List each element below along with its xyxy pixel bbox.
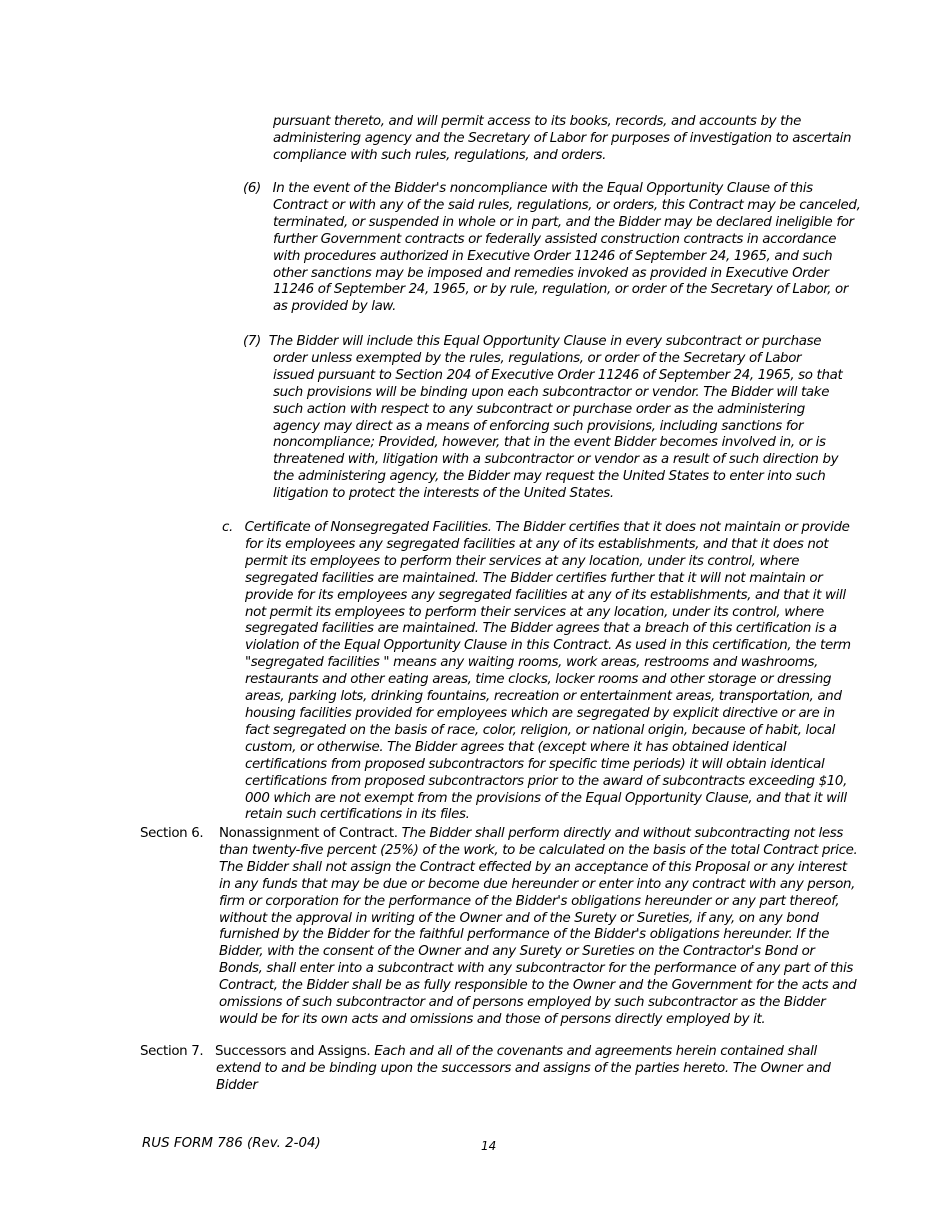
clause-item-6 — [243, 181, 861, 316]
clause-c-label: c. — [222, 520, 233, 535]
clause-item-7-label: (7) — [243, 334, 261, 349]
section-7-text: Each and all of the covenants and agreements herein contained shall extend to and be binding upon the successors and assigns of the parties hereto. The Owner and Bidder — [216, 1044, 831, 1093]
section-6 — [140, 826, 861, 1029]
clause-item-6-label: (6) — [243, 181, 261, 196]
section-6-text: The Bidder shall perform directly and without subcontracting not less than twenty-five percent (25%) of the work, to be calculated on the basis of the total Contract price. The Bidder shall not assign the Contract effected by an acceptance of this Proposal or any interest in any funds that may be due or become due hereunder or enter into any contract with any person, firm or corporation for the performance of the Bidder's obligations hereunder or any part thereof, without the approval in writing of the Owner and of the Surety or Sureties, if any, on any bond furnished by the Bidder for the faithful performance of the Bidder's obligations hereunder. If the Bidder, with the consent of the Owner and any Surety or Sureties on the Contractor's Bond or Bonds, shall enter into a subcontract with any subcontractor for the performance of any part of this Contract, the Bidder shall be as fully responsible to the Owner and the Government for the acts and omissions of such subcontractor and of persons employed by such subcontractor as the Bidder would be for its own acts and omissions and those of persons directly employed by it. — [219, 826, 858, 1027]
section-7 — [140, 1044, 861, 1095]
section-6-title: Nonassignment of Contract. — [218, 826, 398, 841]
clause-item-7 — [243, 334, 845, 503]
continuation-paragraph: pursuant thereto, and will permit access to its books, records, and accounts by the administering agency and the Secretary of Labor for purposes of investigation to ascertain compliance with such rules, regulations, and orders. — [273, 114, 852, 163]
clause-c-text: Certificate of Nonsegregated Facilities. The Bidder certifies that it does not maintain or provide for its employees any segregated facilities at any of its establishments, and that it does not permit its employees to perform their services at any location, under its control, where segregated facilities are maintained. The Bidder certifies further that it will not maintain or provide for its employees any segregated facilities at any of its establishments, and that it will not permit its employees to perform their services at any location, under its control, where segregated facilities are maintained. The Bidder agrees that a breach of this certification is a violation of the Equal Opportunity Clause in this Contract. As used in this certification, the term "segregated facilities " means any waiting rooms, work areas, restrooms and washrooms, restaurants and other eating areas, time clocks, locker rooms and other storage or dressing areas, parking lots, drinking fountains, recreation or entertainment areas, transportation, and housing facilities provided for employees which are segregated by explicit directive or are in fact segregated on the basis of race, color, religion, or national origin, because of habit, local custom, or otherwise. The Bidder agrees that (except where it has obtained identical certifications from proposed subcontractors for specific time periods) it will obtain identical certifications from proposed subcontractors prior to the award of subcontracts exceeding $10, 000 which are not exempt from the provisions of the Equal Opportunity Clause, and that it will retain such certifications in its files. — [244, 520, 851, 823]
section-7-title: Successors and Assigns. — [215, 1044, 371, 1059]
page-number: 14 — [481, 1139, 497, 1153]
clause-c-certificate — [222, 520, 861, 824]
clause-item-7-text: The Bidder will include this Equal Opportunity Clause in every subcontract or purchase order unless exempted by the rules, regulations, or order of the Secretary of Labor issued pursuant to Section 204 of Executive Order 11246 of September 24, 1965, so that such provisions will be binding upon each subcontractor or vendor. The Bidder will take such action with respect to any subcontract or purchase order as the administering agency may direct as a means of enforcing such provisions, including sanctions for noncompliance; Provided, however, that in the event Bidder becomes involved in, or is threatened with, litigation with a subcontractor or vendor as a result of such direction by the administering agency, the Bidder may request the United States to enter into such litigation to protect the interests of the United States. — [268, 334, 843, 502]
section-7-label: Section 7. — [140, 1044, 204, 1059]
footer-form-number: RUS FORM 786 (Rev. 2-04) — [142, 1136, 321, 1151]
section-6-label: Section 6. — [140, 826, 204, 841]
clause-item-6-text: In the event of the Bidder's noncompliance with the Equal Opportunity Clause of this Contract or with any of the said rules, regulations, or orders, this Contract may be canceled, terminated, or suspended in whole or in part, and the Bidder may be declared ineligible for further Government contracts or federally assisted construction contracts in accordance with procedures authorized in Executive Order 11246 of September 24, 1965, and such other sanctions may be imposed and remedies invoked as provided in Executive Order 11246 of September 24, 1965, or by rule, regulation, or order of the Secretary of Labor, or as provided by law. — [272, 181, 861, 315]
